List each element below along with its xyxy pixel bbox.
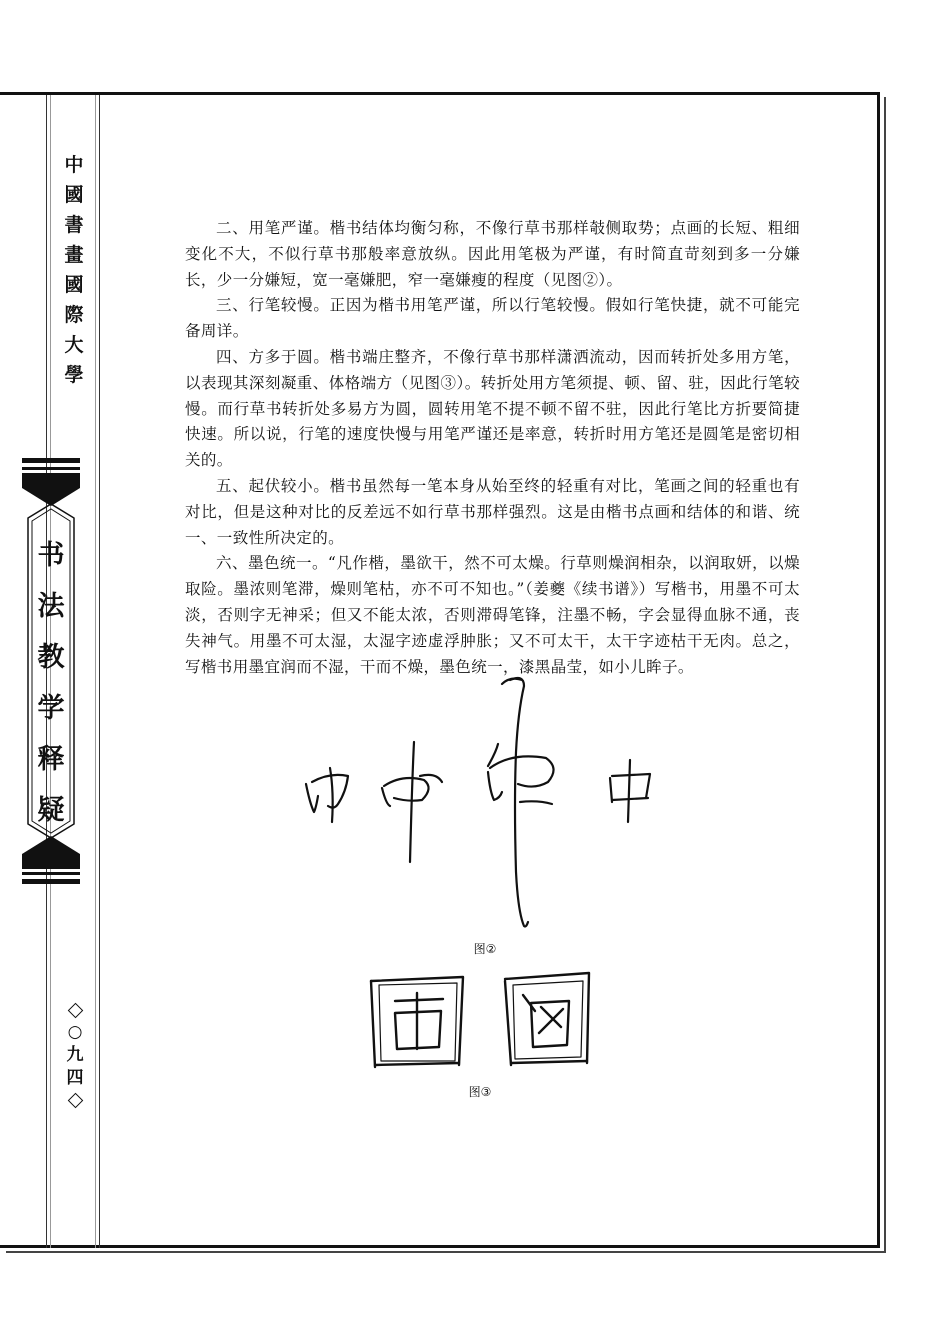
book-title-char: 教	[37, 642, 65, 673]
book-title-char: 释	[37, 744, 65, 775]
figure-2-calligraphy	[290, 672, 670, 934]
paragraph: 四、方多于圆。楷书端庄整齐，不像行草书那样潇洒流动，因而转折处多用方笔，以表现其深刻凝重、体格端方（见图③）。转折处用方笔须提、顿、留、驻，因此行笔较慢。而行草书转折处多易方为圆，圆转用笔不提不顿不留不驻，因此行笔比方折要简捷快速。所以说，行笔的速度快慢与用笔严谨还是率意，转折时用方笔还是圆笔是密切相关的。	[185, 347, 800, 470]
paragraph: 二、用笔严谨。楷书结体均衡匀称，不像行草书那样攲侧取势；点画的长短、粗细变化不大，不似行草书那般率意放纵。因此用笔极为严谨，有时简直苛刻到多一分嫌长，少一分嫌短，宽一毫嫌肥，窄一毫嫌瘦的程度（见图②）。	[185, 219, 800, 289]
figure-3-calligraphy	[365, 965, 605, 1077]
publisher-char: 國	[64, 274, 84, 296]
figure-2-caption: 图②	[473, 942, 497, 956]
calligraphy-frame-samples	[365, 965, 605, 1077]
diamond-icon	[67, 1093, 83, 1109]
publisher-char: 中	[64, 154, 84, 176]
book-title	[22, 530, 80, 836]
paragraph: 五、起伏较小。楷书虽然每一笔本身从始至终的轻重有对比，笔画之间的轻重也有对比，但是这种对比的反差远不如行草书那样强烈。这是由楷书点画和结体的和谐、统一、一致性所决定的。	[185, 476, 800, 547]
page-number	[60, 1000, 90, 1111]
calligraphy-zhong-samples	[290, 672, 670, 934]
publisher-char: 書	[64, 214, 84, 236]
publisher-name	[52, 150, 96, 390]
publisher-char: 大	[64, 334, 84, 356]
publisher-char: 學	[64, 364, 84, 386]
figure-3-caption: 图③	[468, 1085, 492, 1099]
publisher-char: 畫	[64, 244, 84, 266]
book-title-char: 书	[37, 540, 65, 571]
diamond-icon	[67, 1003, 83, 1019]
publisher-char: 際	[64, 304, 84, 326]
book-title-char: 法	[37, 591, 65, 622]
publisher-char: 國	[64, 184, 84, 206]
page-number-char: ○	[67, 1022, 83, 1042]
book-title-char: 疑	[37, 795, 65, 826]
paragraph: 三、行笔较慢。正因为楷书用笔严谨，所以行笔较慢。假如行笔快捷，就不可能完备周详。	[185, 296, 800, 341]
body-text	[185, 216, 800, 680]
paragraph: 六、墨色统一。“凡作楷，墨欲干，然不可太燥。行草则燥润相杂，以润取妍，以燥取险。墨浓则笔滞，燥则笔枯，亦不可不知也。”（姜夔《续书谱》）写楷书，用墨不可太淡，否则字无神采；但又不能太浓，否则滞碍笔锋，注墨不畅，字会显得血脉不通，丧失神气。用墨不可太湿，太湿字迹虚浮肿胀；又不可太干，太干字迹枯干无肉。总之，写楷书用墨宜润而不湿，干而不燥，墨色统一，漆黑晶莹，如小儿眸子。	[185, 554, 800, 676]
book-title-char: 学	[37, 693, 65, 724]
page-number-char: 四	[66, 1068, 84, 1088]
page-number-char: 九	[66, 1045, 84, 1065]
